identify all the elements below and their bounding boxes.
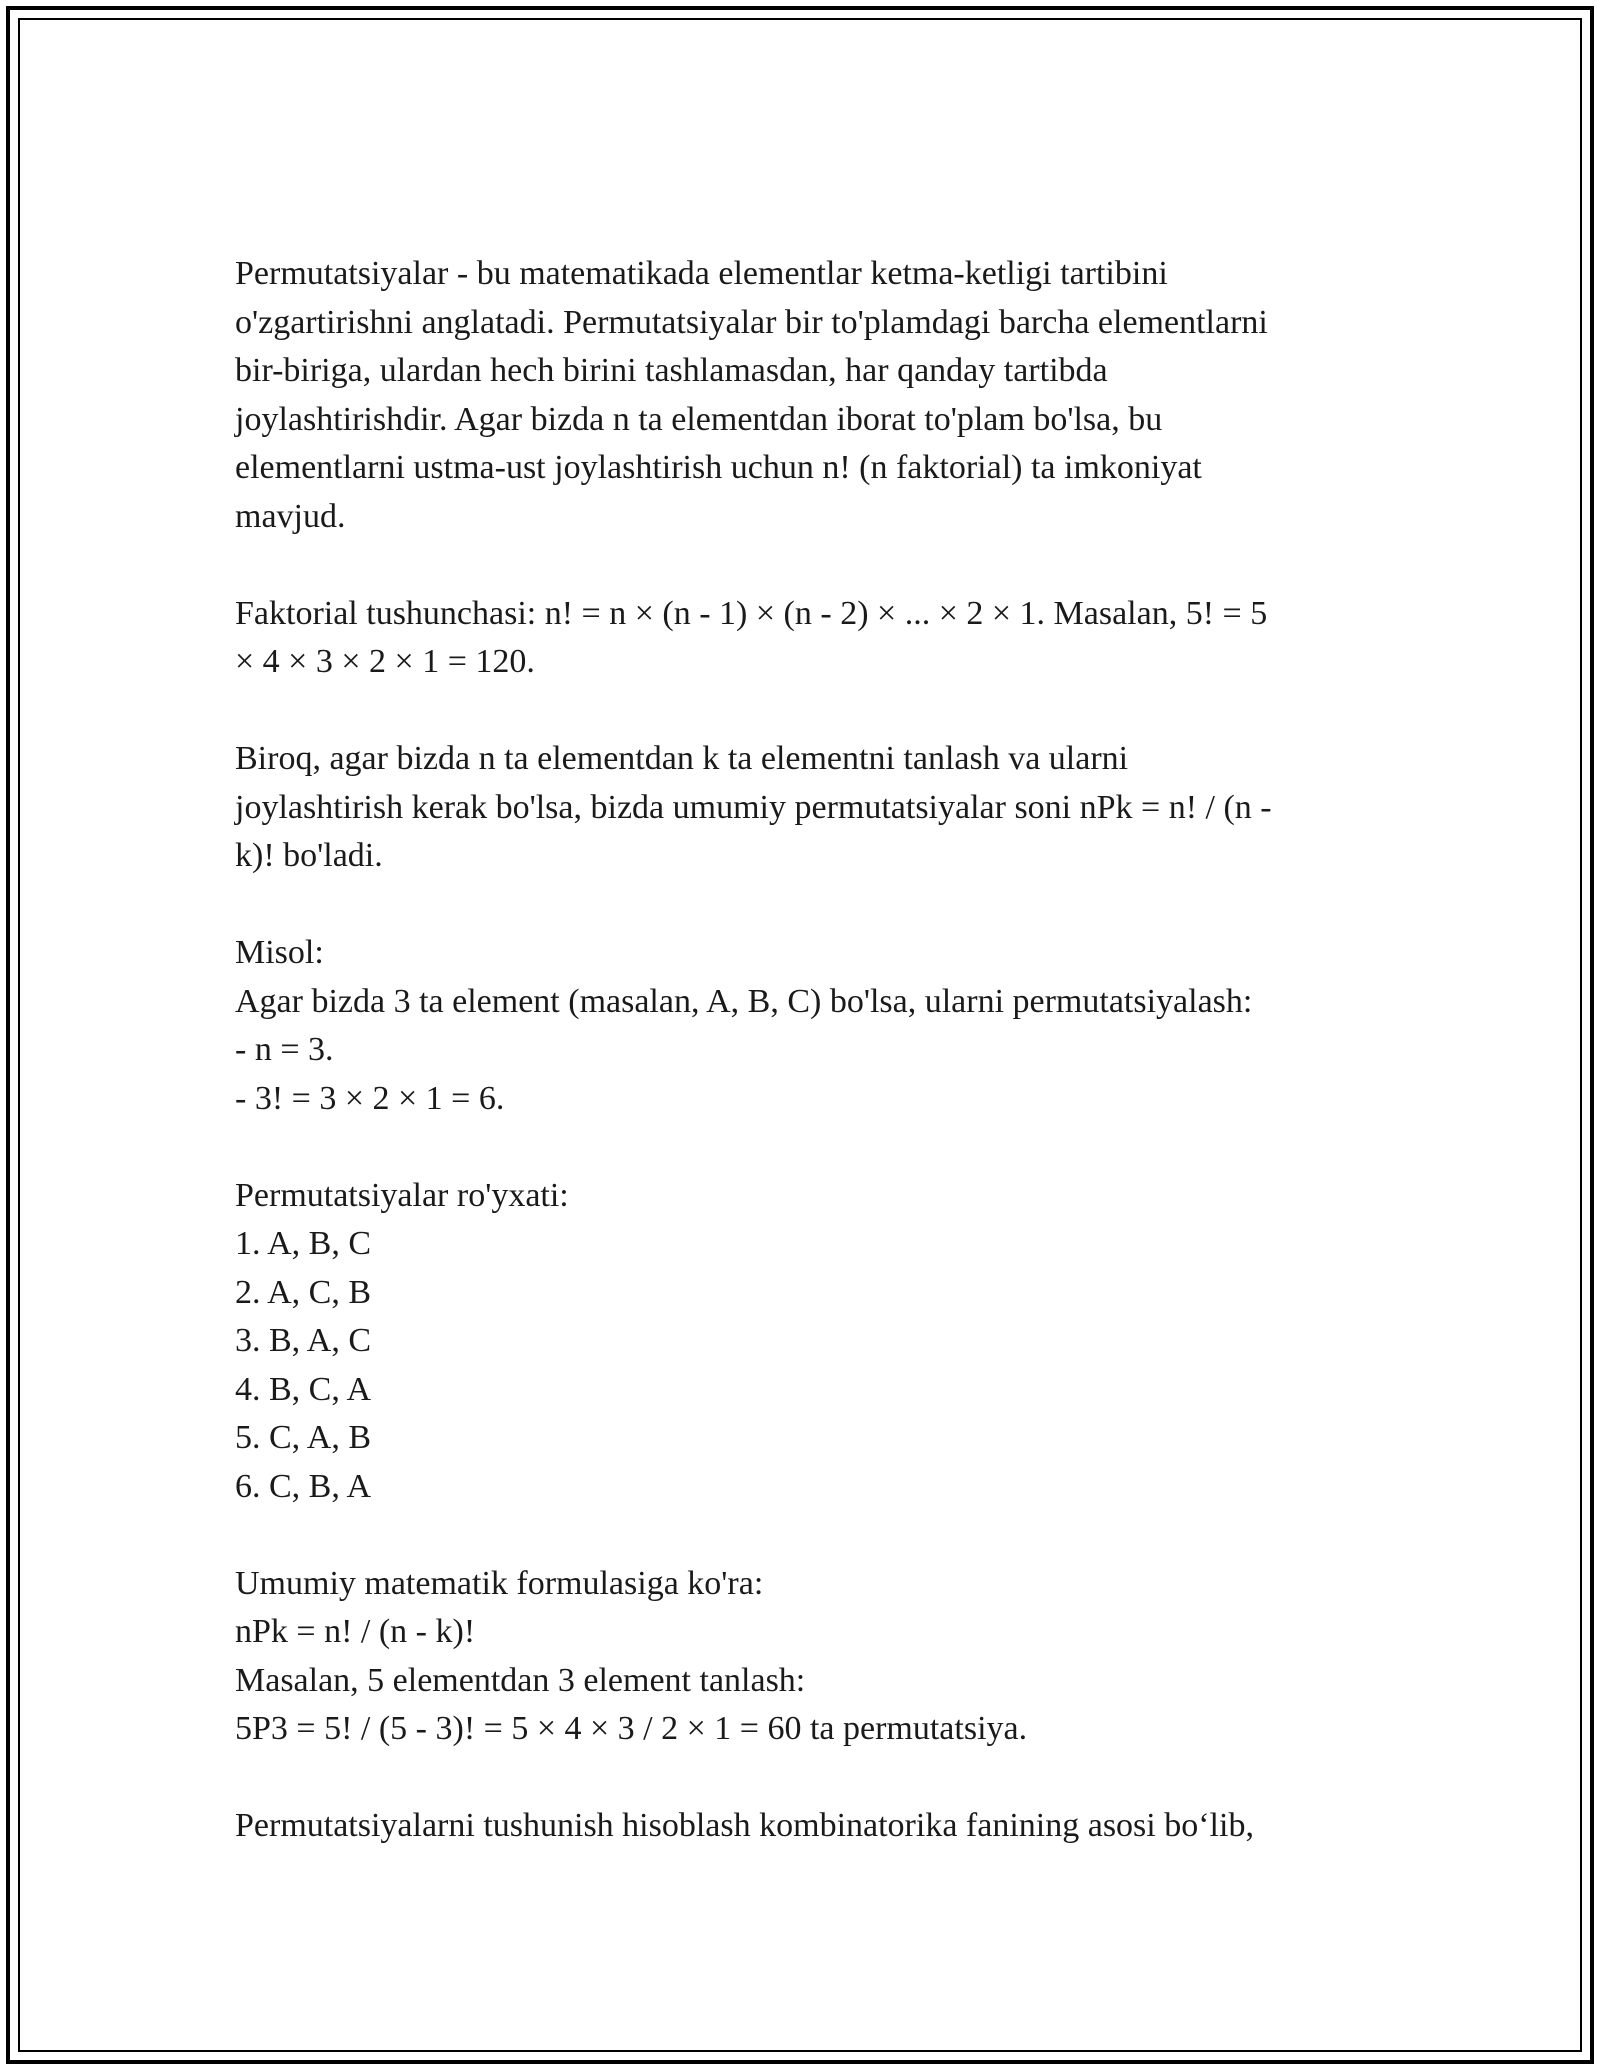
text-line: Agar bizda 3 ta element (masalan, A, B, C) bo'lsa, ularni permutatsiyalash: — [235, 982, 1253, 1020]
text-line: Permutatsiyalar ro'yxati: — [235, 1176, 569, 1214]
text-line: 5P3 = 5! / (5 - 3)! = 5 × 4 × 3 / 2 × 1 = 60 ta permutatsiya. — [235, 1710, 1028, 1747]
paragraph-example — [235, 929, 1360, 1123]
text-line: elementlarni ustma-ust joylashtirish uchun n! (n faktorial) ta imkoniyat — [235, 449, 1202, 486]
paragraph-npk — [235, 735, 1360, 881]
list-item: 1. A, B, C — [235, 1225, 372, 1262]
text-line: bir-biriga, ulardan hech birini tashlamasdan, har qanday tartibda — [235, 352, 1108, 389]
text-line: mavjud. — [235, 497, 346, 535]
text-line: k)! bo'ladi. — [235, 837, 383, 874]
text-line: Misol: — [235, 934, 324, 971]
text-line: × 4 × 3 × 2 × 1 = 120. — [235, 643, 535, 680]
text-line: joylashtirish kerak bo'lsa, bizda umumiy permutatsiyalar soni nPk = n! / (n - — [235, 788, 1272, 826]
list-item: 4. B, C, A — [235, 1370, 372, 1408]
paragraph-permutation-list — [235, 1172, 1360, 1512]
paragraph-factorial — [235, 590, 1360, 687]
text-line: joylashtirishdir. Agar bizda n ta elementdan iborat to'plam bo'lsa, bu — [235, 400, 1163, 438]
text-line: Biroq, agar bizda n ta elementdan k ta elementni tanlash va ularni — [235, 740, 1129, 777]
text-line: Permutatsiyalar - bu matematikada elementlar ketma-ketligi tartibini — [235, 255, 1168, 292]
text-line: - 3! = 3 × 2 × 1 = 6. — [235, 1079, 505, 1117]
paragraph-general-formula — [235, 1560, 1360, 1754]
list-item: 2. A, C, B — [235, 1273, 372, 1311]
list-item: 5. C, A, B — [235, 1419, 372, 1456]
text-line: Umumiy matematik formulasiga ko'ra: — [235, 1564, 764, 1602]
text-line: Masalan, 5 elementdan 3 element tanlash: — [235, 1661, 806, 1699]
text-line: Permutatsiyalarni tushunish hisoblash kombinatorika fanining asosi bo‘lib, — [235, 1807, 1254, 1844]
paragraph-conclusion — [235, 1802, 1360, 1851]
list-item: 6. C, B, A — [235, 1467, 372, 1505]
paragraph-definition — [235, 250, 1360, 541]
text-line: - n = 3. — [235, 1031, 334, 1068]
document-body — [235, 250, 1360, 1899]
text-line: nPk = n! / (n - k)! — [235, 1613, 476, 1650]
text-line: o'zgartirishni anglatadi. Permutatsiyalar bir to'plamdagi barcha elementlarni — [235, 303, 1268, 341]
list-item: 3. B, A, C — [235, 1322, 372, 1359]
text-line: Faktorial tushunchasi: n! = n × (n - 1) × (n - 2) × ... × 2 × 1. Masalan, 5! = 5 — [235, 594, 1268, 632]
